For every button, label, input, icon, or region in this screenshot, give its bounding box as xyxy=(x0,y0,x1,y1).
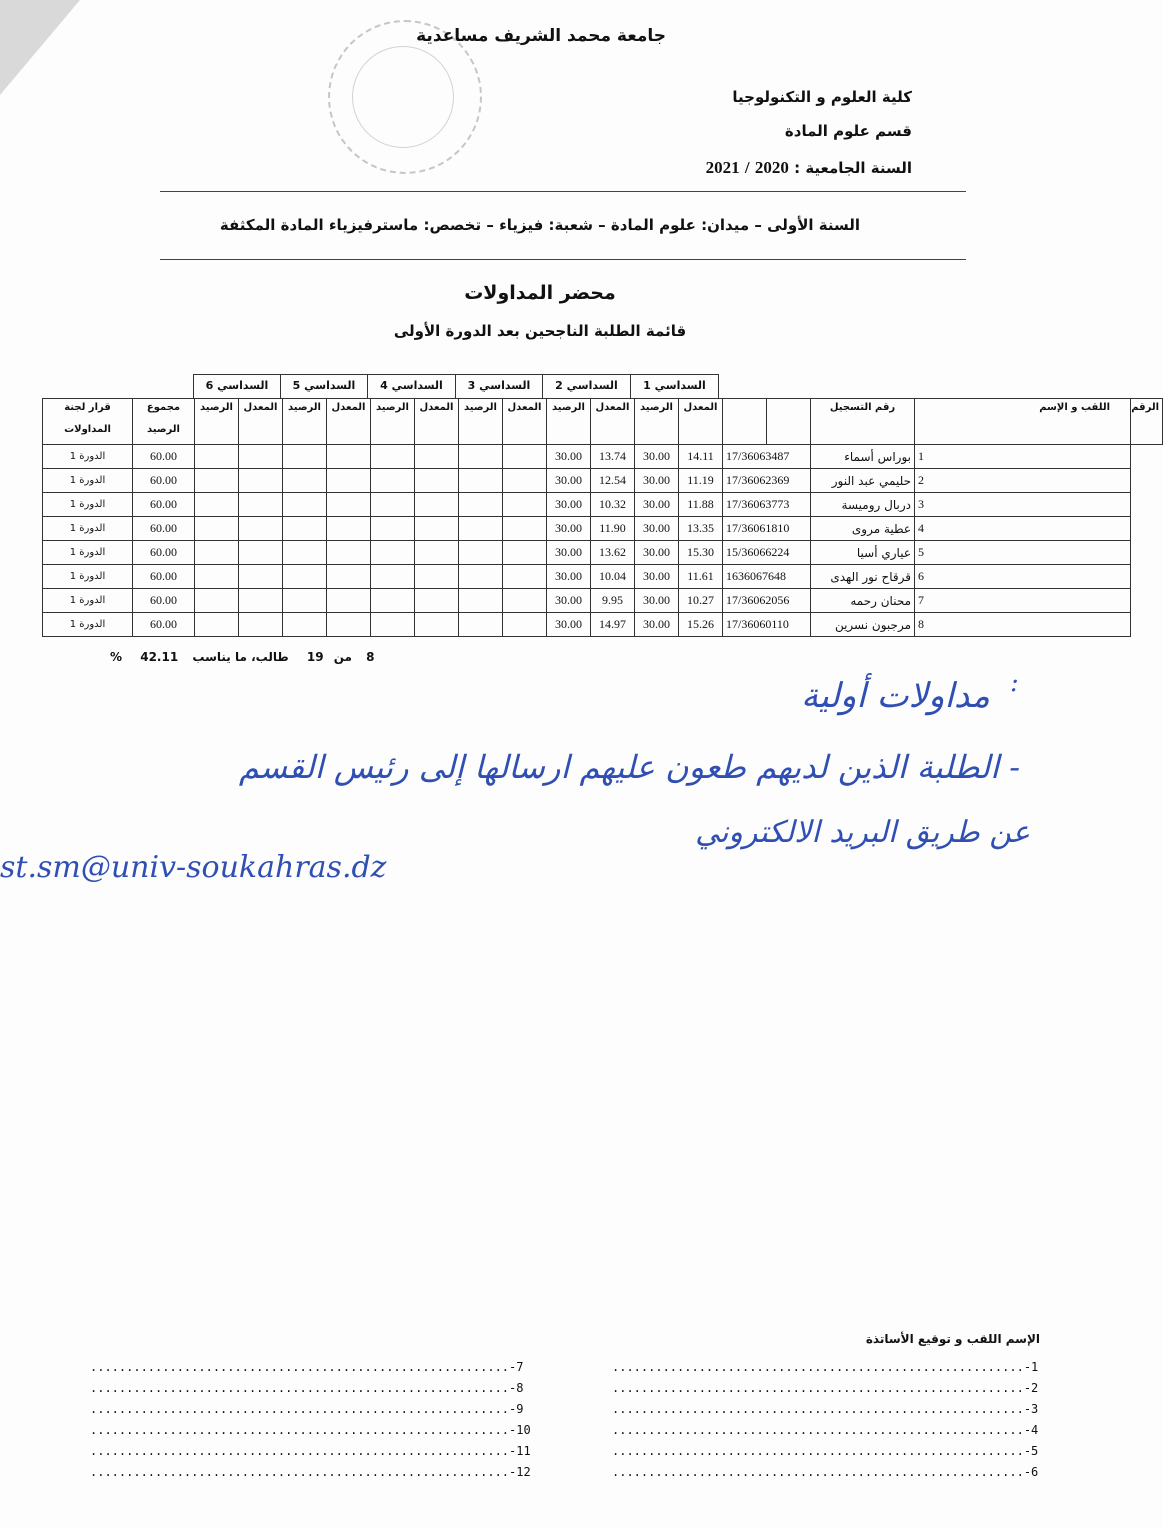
s2-average-cell: 9.95 xyxy=(591,589,635,613)
s2-average-cell: 10.32 xyxy=(591,493,635,517)
s1-credits-cell: 30.00 xyxy=(635,517,679,541)
s1-credits-cell: 30.00 xyxy=(635,469,679,493)
s5-credits-cell xyxy=(283,469,327,493)
decision-cell: الدورة 1 xyxy=(43,613,133,637)
s2-credits-header: الرصيد xyxy=(547,399,591,445)
signature-number: -10 xyxy=(509,1423,531,1437)
signature-number: -8 xyxy=(509,1381,524,1395)
s5-average-header: المعدل xyxy=(327,399,371,445)
signature-number: -9 xyxy=(509,1402,524,1416)
name-cell: محنان رحمه xyxy=(811,589,915,613)
total-count: 19 xyxy=(306,650,324,664)
s4-average-cell xyxy=(415,613,459,637)
s3-average-cell xyxy=(503,613,547,637)
s4-credits-cell xyxy=(371,565,415,589)
s6-credits-cell xyxy=(195,589,239,613)
faculty-line xyxy=(640,88,912,106)
s1-average-cell: 15.26 xyxy=(679,613,723,637)
s3-average-cell xyxy=(503,541,547,565)
s3-average-cell xyxy=(503,469,547,493)
s6-credits-cell xyxy=(195,541,239,565)
s6-average-cell xyxy=(239,613,283,637)
total-credits-header: مجموع الرصيد xyxy=(133,399,195,445)
s1-average-header: المعدل xyxy=(679,399,723,445)
s5-average-cell xyxy=(327,493,371,517)
signature-dots: .......................................................... xyxy=(90,1402,510,1416)
name-cell: قرقاح نور الهدى xyxy=(811,565,915,589)
name-cell: مرجبون نسرين xyxy=(811,613,915,637)
s3-credits-cell xyxy=(459,493,503,517)
signature-number: -2 xyxy=(1023,1381,1039,1395)
signature-dots: .......................................................... xyxy=(90,1423,510,1437)
name-cell: دربال روميسة xyxy=(811,493,915,517)
total-credits-cell: 60.00 xyxy=(133,493,195,517)
registration-cell: 17/36063487 xyxy=(723,445,811,469)
pass-summary xyxy=(110,650,420,664)
handwritten-note-line1: - الطلبة الذين لديهم طعون عليهم ارسالها إلى رئيس القسم xyxy=(238,748,1020,786)
signature-number: -5 xyxy=(1023,1444,1039,1458)
index-cell: 3 xyxy=(915,493,1131,517)
s4-average-cell xyxy=(415,517,459,541)
table-row xyxy=(43,589,1163,613)
handwritten-note-line2: عن طريق البريد الالكتروني xyxy=(695,815,1030,850)
s4-average-cell xyxy=(415,589,459,613)
registration-cell: 17/36063773 xyxy=(723,493,811,517)
s4-average-cell xyxy=(415,469,459,493)
s1-credits-cell: 30.00 xyxy=(635,541,679,565)
s2-credits-cell: 30.00 xyxy=(547,445,591,469)
s2-credits-cell: 30.00 xyxy=(547,517,591,541)
s6-credits-cell xyxy=(195,517,239,541)
signature-number: -6 xyxy=(1023,1465,1039,1479)
university-name: جامعة محمد الشريف مساعدية xyxy=(416,26,666,46)
spacer-header xyxy=(723,399,767,445)
name-cell: عياري أسيا xyxy=(811,541,915,565)
s4-credits-cell xyxy=(371,541,415,565)
academic-year-label: السنة الجامعية : xyxy=(794,159,912,177)
semester-6-header: السداسي 6 xyxy=(193,374,281,398)
s6-credits-cell xyxy=(195,469,239,493)
page-subtitle: قائمة الطلبة الناجحين بعد الدورة الأولى xyxy=(393,322,687,340)
decision-cell: الدورة 1 xyxy=(43,589,133,613)
s1-credits-cell: 30.00 xyxy=(635,613,679,637)
signature-number: -11 xyxy=(509,1444,531,1458)
signature-dots: ......................................................... xyxy=(612,1465,1024,1479)
s4-average-cell xyxy=(415,493,459,517)
s4-average-cell xyxy=(415,445,459,469)
table-row xyxy=(43,541,1163,565)
department-line xyxy=(640,122,912,140)
department-value: علوم المادة xyxy=(784,122,870,140)
year-start: 2020 xyxy=(754,158,789,177)
s1-average-cell: 11.61 xyxy=(679,565,723,589)
total-credits-cell: 60.00 xyxy=(133,541,195,565)
signature-number: -7 xyxy=(509,1360,524,1374)
total-credits-cell: 60.00 xyxy=(133,589,195,613)
handwritten-colon: : xyxy=(1010,668,1019,698)
right-signature-line xyxy=(612,1465,1038,1479)
right-signature-line xyxy=(612,1381,1038,1395)
s1-average-cell: 11.19 xyxy=(679,469,723,493)
index-header: الرقم xyxy=(1131,399,1163,445)
s3-credits-cell xyxy=(459,445,503,469)
semester-5-header: السداسي 5 xyxy=(280,374,368,398)
s1-average-cell: 13.35 xyxy=(679,517,723,541)
table-row xyxy=(43,517,1163,541)
registration-cell: 15/36066224 xyxy=(723,541,811,565)
academic-year-line xyxy=(600,158,912,178)
s6-credits-header: الرصيد xyxy=(195,399,239,445)
results-table xyxy=(42,398,1163,637)
department-label: قسم xyxy=(875,122,912,140)
s5-average-cell xyxy=(327,565,371,589)
s5-credits-cell xyxy=(283,445,327,469)
page-title: محضر المداولات xyxy=(464,282,616,304)
s6-average-cell xyxy=(239,565,283,589)
registration-cell: 17/36062056 xyxy=(723,589,811,613)
left-signature-line xyxy=(90,1402,523,1416)
name-cell: عطية مروى xyxy=(811,517,915,541)
table-row xyxy=(43,565,1163,589)
index-cell: 5 xyxy=(915,541,1131,565)
signature-dots: .......................................................... xyxy=(90,1381,510,1395)
s6-credits-cell xyxy=(195,565,239,589)
table-row xyxy=(43,445,1163,469)
s5-average-cell xyxy=(327,445,371,469)
percent-sign: % xyxy=(110,650,123,664)
index-cell: 2 xyxy=(915,469,1131,493)
s5-credits-cell xyxy=(283,589,327,613)
name-header: اللقب و الإسم xyxy=(915,399,1131,445)
s3-average-cell xyxy=(503,493,547,517)
registration-cell: 17/36062369 xyxy=(723,469,811,493)
s4-credits-cell xyxy=(371,469,415,493)
left-signature-line xyxy=(90,1381,523,1395)
s6-average-cell xyxy=(239,445,283,469)
s4-credits-cell xyxy=(371,517,415,541)
students-label: طالب، ما يناسب xyxy=(192,650,289,664)
s6-average-cell xyxy=(239,541,283,565)
s2-average-cell: 10.04 xyxy=(591,565,635,589)
s4-credits-cell xyxy=(371,613,415,637)
percent-value: 42.11 xyxy=(140,650,179,664)
s1-credits-cell: 30.00 xyxy=(635,493,679,517)
decision-header: قرار لجنة المداولات xyxy=(43,399,133,445)
s3-average-cell xyxy=(503,517,547,541)
semester-1-header: السداسي 1 xyxy=(630,374,719,398)
name-cell: بوراس أسماء xyxy=(811,445,915,469)
s2-average-header: المعدل xyxy=(591,399,635,445)
page-fold-corner xyxy=(0,0,80,95)
left-signature-line xyxy=(90,1360,523,1374)
left-signature-line xyxy=(90,1423,531,1437)
signature-number: -4 xyxy=(1023,1423,1039,1437)
department-stamp-inner-ring xyxy=(352,46,454,148)
s4-credits-header: الرصيد xyxy=(371,399,415,445)
signature-number: -1 xyxy=(1023,1360,1039,1374)
divider-top xyxy=(160,191,966,192)
table-row xyxy=(43,613,1163,637)
s5-average-cell xyxy=(327,613,371,637)
total-credits-cell: 60.00 xyxy=(133,613,195,637)
total-credits-cell: 60.00 xyxy=(133,445,195,469)
s6-credits-cell xyxy=(195,613,239,637)
s1-average-cell: 15.30 xyxy=(679,541,723,565)
decision-cell: الدورة 1 xyxy=(43,565,133,589)
decision-cell: الدورة 1 xyxy=(43,445,133,469)
registration-header: رقم التسجيل xyxy=(811,399,915,445)
name-cell: حليمي عبد النور xyxy=(811,469,915,493)
signature-dots: ......................................................... xyxy=(612,1444,1024,1458)
right-signature-line xyxy=(612,1360,1038,1374)
table-row xyxy=(43,493,1163,517)
year-separator: / xyxy=(744,158,750,177)
table-header-row xyxy=(43,399,1163,445)
signature-dots: ......................................................... xyxy=(612,1423,1024,1437)
left-signature-line xyxy=(90,1465,531,1479)
s2-credits-cell: 30.00 xyxy=(547,589,591,613)
index-cell: 4 xyxy=(915,517,1131,541)
s4-average-header: المعدل xyxy=(415,399,459,445)
s1-credits-cell: 30.00 xyxy=(635,589,679,613)
passed-count: 8 xyxy=(366,650,375,664)
signature-dots: ......................................................... xyxy=(612,1360,1024,1374)
s3-credits-cell xyxy=(459,613,503,637)
right-signature-line xyxy=(612,1423,1038,1437)
s3-average-cell xyxy=(503,445,547,469)
s5-credits-header: الرصيد xyxy=(283,399,327,445)
divider-bottom xyxy=(160,259,966,260)
s3-average-cell xyxy=(503,565,547,589)
of-label: من xyxy=(333,650,352,664)
s5-credits-cell xyxy=(283,517,327,541)
index-cell: 8 xyxy=(915,613,1131,637)
handwritten-title: مداولات أولية xyxy=(801,676,990,716)
s1-credits-header: الرصيد xyxy=(635,399,679,445)
signature-dots: .......................................................... xyxy=(90,1444,510,1458)
s1-average-cell: 11.88 xyxy=(679,493,723,517)
table-row xyxy=(43,469,1163,493)
s2-credits-cell: 30.00 xyxy=(547,565,591,589)
s6-average-cell xyxy=(239,469,283,493)
s2-average-cell: 11.90 xyxy=(591,517,635,541)
s1-credits-cell: 30.00 xyxy=(635,565,679,589)
program-line: السنة الأولى – ميدان: علوم المادة – شعبة: فيزياء – تخصص: ماسترفيزياء المادة المكثفة xyxy=(219,216,860,234)
total-credits-cell: 60.00 xyxy=(133,517,195,541)
s3-credits-cell xyxy=(459,565,503,589)
s6-average-cell xyxy=(239,493,283,517)
s5-average-cell xyxy=(327,589,371,613)
faculty-label: كلية xyxy=(881,88,912,106)
semester-2-header: السداسي 2 xyxy=(542,374,631,398)
right-signature-line xyxy=(612,1444,1038,1458)
s2-average-cell: 14.97 xyxy=(591,613,635,637)
left-signature-line xyxy=(90,1444,531,1458)
s2-average-cell: 13.62 xyxy=(591,541,635,565)
decision-cell: الدورة 1 xyxy=(43,469,133,493)
signature-dots: ......................................................... xyxy=(612,1381,1024,1395)
s3-credits-cell xyxy=(459,517,503,541)
s2-credits-cell: 30.00 xyxy=(547,541,591,565)
s2-average-cell: 12.54 xyxy=(591,469,635,493)
s3-credits-header: الرصيد xyxy=(459,399,503,445)
s2-credits-cell: 30.00 xyxy=(547,469,591,493)
s4-average-cell xyxy=(415,541,459,565)
s4-credits-cell xyxy=(371,493,415,517)
registration-cell: 17/36060110 xyxy=(723,613,811,637)
s3-credits-cell xyxy=(459,469,503,493)
s3-credits-cell xyxy=(459,589,503,613)
decision-cell: الدورة 1 xyxy=(43,517,133,541)
registration-cell: 17/36061810 xyxy=(723,517,811,541)
s3-credits-cell xyxy=(459,541,503,565)
s6-credits-cell xyxy=(195,445,239,469)
s3-average-header: المعدل xyxy=(503,399,547,445)
s1-credits-cell: 30.00 xyxy=(635,445,679,469)
s6-average-cell xyxy=(239,589,283,613)
s2-credits-cell: 30.00 xyxy=(547,493,591,517)
year-end: 2021 xyxy=(705,158,740,177)
semester-4-header: السداسي 4 xyxy=(367,374,456,398)
decision-cell: الدورة 1 xyxy=(43,493,133,517)
total-credits-cell: 60.00 xyxy=(133,565,195,589)
s6-credits-cell xyxy=(195,493,239,517)
s5-average-cell xyxy=(327,469,371,493)
s5-average-cell xyxy=(327,517,371,541)
s6-average-header: المعدل xyxy=(239,399,283,445)
signature-dots: ......................................................... xyxy=(612,1402,1024,1416)
results-table-body xyxy=(43,445,1163,637)
total-credits-cell: 60.00 xyxy=(133,469,195,493)
spacer-header-2 xyxy=(767,399,811,445)
right-signature-line xyxy=(612,1402,1038,1416)
s1-average-cell: 14.11 xyxy=(679,445,723,469)
signature-dots: .......................................................... xyxy=(90,1360,510,1374)
signature-number: -12 xyxy=(509,1465,531,1479)
s4-credits-cell xyxy=(371,445,415,469)
signatures-heading: الإسم اللقب و توقيع الأساتذة xyxy=(865,1332,1040,1346)
signature-number: -3 xyxy=(1023,1402,1039,1416)
s4-credits-cell xyxy=(371,589,415,613)
semester-3-header: السداسي 3 xyxy=(455,374,543,398)
s3-average-cell xyxy=(503,589,547,613)
s6-average-cell xyxy=(239,517,283,541)
index-cell: 1 xyxy=(915,445,1131,469)
s2-average-cell: 13.74 xyxy=(591,445,635,469)
decision-cell: الدورة 1 xyxy=(43,541,133,565)
index-cell: 6 xyxy=(915,565,1131,589)
s1-average-cell: 10.27 xyxy=(679,589,723,613)
signature-dots: .......................................................... xyxy=(90,1465,510,1479)
handwritten-email: st.sm@univ-soukahras.dz xyxy=(0,850,387,885)
s5-credits-cell xyxy=(283,541,327,565)
index-cell: 7 xyxy=(915,589,1131,613)
s5-average-cell xyxy=(327,541,371,565)
s2-credits-cell: 30.00 xyxy=(547,613,591,637)
s4-average-cell xyxy=(415,565,459,589)
s5-credits-cell xyxy=(283,613,327,637)
faculty-value: العلوم و التكنولوجيا xyxy=(732,88,877,106)
s5-credits-cell xyxy=(283,565,327,589)
registration-cell: 1636067648 xyxy=(723,565,811,589)
s5-credits-cell xyxy=(283,493,327,517)
